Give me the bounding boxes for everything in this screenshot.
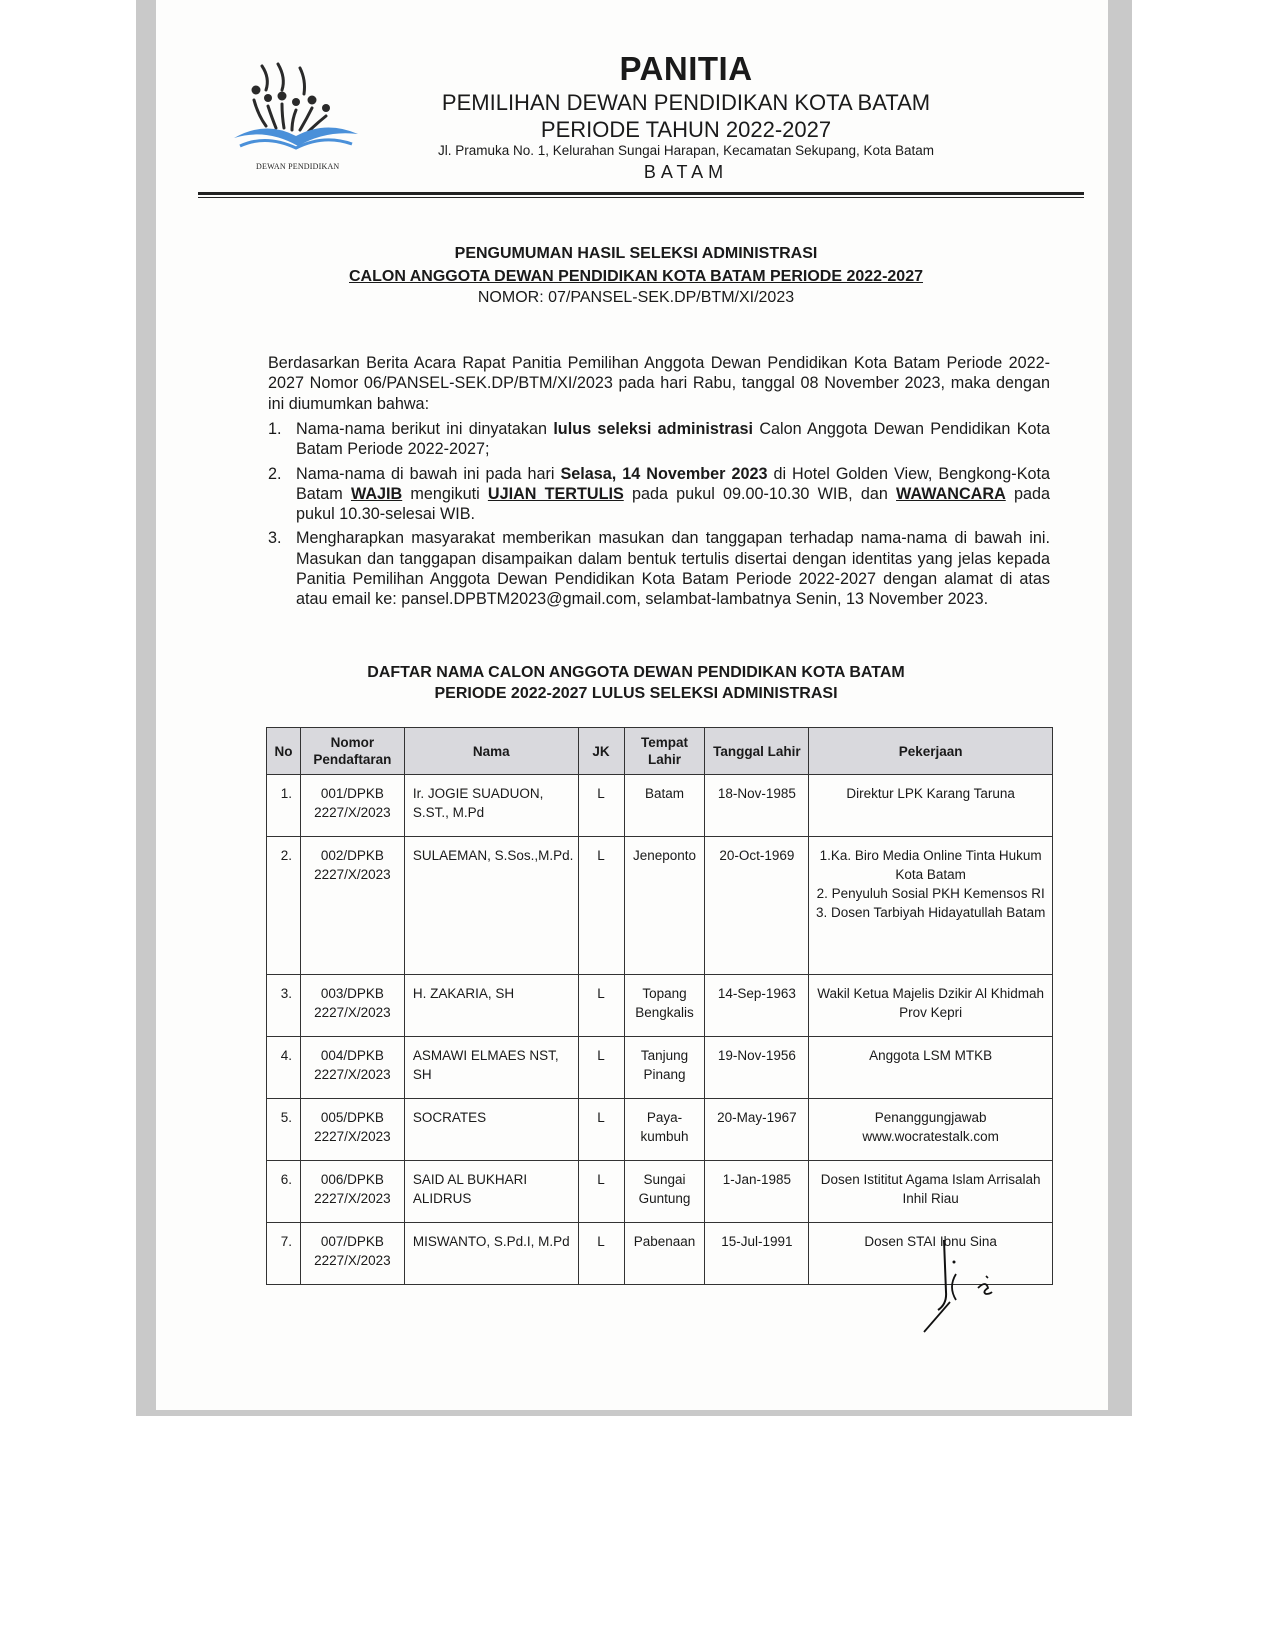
cell-gender: L [578,1037,624,1099]
table-row [267,975,1053,1037]
header-registration: Nomor Pendaftaran [300,728,404,775]
header-period: PERIODE TAHUN 2022-2027 [540,117,832,142]
text-segment: Calon Anggota Dewan Pendidikan Kota Batam Periode 2022-2027; [296,420,1051,459]
cell-registration [300,1223,404,1285]
cell-birthplace: Jeneponto [624,837,705,975]
cell-birthplace: Topang Bengkalis [624,975,705,1037]
cell-registration [300,775,404,837]
header-subtitle: PEMILIHAN DEWAN PENDIDIKAN KOTA BATAM [441,90,931,115]
occupation-line: 2. Penyuluh Sosial PKH Kemensos RI [816,886,1045,901]
text-segment: mengikuti [402,484,488,503]
reg-line: 2227/X/2023 [314,1191,391,1206]
list-number: 3. [268,529,282,548]
cell-no: 2. [267,837,301,975]
reg-line: 2227/X/2023 [314,1129,391,1144]
cell-gender: L [578,1099,624,1161]
cell-birthplace: Sungai Guntung [624,1161,705,1223]
cell-gender: L [578,1223,624,1285]
header-birthplace: Tempat Lahir [624,728,705,775]
cell-no: 6. [267,1161,301,1223]
cell-birthdate: 20-Oct-1969 [705,837,809,975]
candidate-table [266,727,1053,1285]
cell-no: 5. [267,1099,301,1161]
cell-gender: L [578,1161,624,1223]
cell-occupation: Dosen Istititut Agama Islam Arrisalah Inhil Riau [809,1161,1053,1223]
list-number: 1. [268,420,282,438]
header-address: Jl. Pramuka No. 1, Kelurahan Sungai Harapan, Kecamatan Sekupang, Kota Batam [437,143,935,158]
table-row [267,775,1053,837]
cell-registration [300,1161,404,1223]
text-bold-underline: WAWANCARA [896,484,1006,503]
reg-line: 007/DPKB [320,1234,384,1249]
table-row [267,837,1053,975]
cell-gender: L [578,975,624,1037]
cell-name: SULAEMAN, S.Sos.,M.Pd. [404,837,578,975]
occupation-line: 1.Ka. Biro Media Online Tinta Hukum Kota Batam [819,848,1042,882]
cell-birthdate: 18-Nov-1985 [705,775,809,837]
cell-occupation: Anggota LSM MTKB [809,1037,1053,1099]
list-text: Mengharapkan masyarakat memberikan masukan dan tanggapan terhadap nama-nama di bawah ini. Masukan dan tanggapan disampaikan dalam bentuk tertulis disertai dengan identitas yang jelas kepada Panitia Pemilihan Anggota Dewan Pendidikan Kota Batam Periode 2022-2027 dengan alamat di atas atau email ke: pansel.DPBTM2023@gmail.com, selambat-lambatnya Senin, 13 November 2023. [296,529,1050,609]
cell-occupation: Penanggungjawab www.wocratestalk.com [809,1099,1053,1161]
header-gender: JK [578,728,624,775]
cell-birthdate: 14-Sep-1963 [705,975,809,1037]
reg-line: 006/DPKB [320,1172,384,1187]
list-title-line2: PERIODE 2022-2027 LULUS SELEKSI ADMINISTRASI [434,685,838,702]
cell-occupation: Wakil Ketua Majelis Dzikir Al Khidmah Prov Kepri [809,975,1053,1037]
list-item [268,528,1050,609]
announcement-list [268,419,1050,614]
cell-name: H. ZAKARIA, SH [404,975,578,1037]
header-rule-thick [198,192,1084,195]
signature-initials [916,1232,1006,1342]
header-no: No [267,728,301,775]
reg-line: 003/DPKB [320,986,384,1001]
cell-birthplace: Batam [624,775,705,837]
text-bold: lulus seleksi administrasi [553,420,754,438]
cell-registration [300,1037,404,1099]
cell-birthdate: 19-Nov-1956 [705,1037,809,1099]
announcement-title: PENGUMUMAN HASIL SELEKSI ADMINISTRASI [454,245,818,262]
list-item [268,419,1050,460]
occupation-line: 3. Dosen Tarbiyah Hidayatullah Batam [815,905,1046,920]
cell-name: SOCRATES [404,1099,578,1161]
cell-name: SAID AL BUKHARI ALIDRUS [404,1161,578,1223]
document-page [156,0,1108,1410]
cell-registration [300,1099,404,1161]
header-title: PANITIA [619,50,753,87]
header-rule-thin [198,197,1084,198]
reg-line: 2227/X/2023 [314,805,391,820]
announcement-number: NOMOR: 07/PANSEL-SEK.DP/BTM/XI/2023 [477,289,795,306]
cell-birthdate: 20-May-1967 [705,1099,809,1161]
table-row [267,1099,1053,1161]
cell-name: ASMAWI ELMAES NST, SH [404,1037,578,1099]
reg-line: 001/DPKB [320,786,384,801]
reg-line: 002/DPKB [320,848,384,863]
cell-occupation [809,837,1053,975]
cell-name: MISWANTO, S.Pd.I, M.Pd [404,1223,578,1285]
cell-occupation: Dosen STAI Ibnu Sina [809,1223,1053,1285]
text-segment: di Hotel Golden View, Bengkong-Kota Batam [296,464,1050,503]
cell-name: Ir. JOGIE SUADUON, S.ST., M.Pd [404,775,578,837]
list-number: 2. [268,464,282,483]
text-segment: Nama-nama di bawah ini pada hari [296,464,561,483]
text-bold-underline: WAJIB [350,484,403,503]
scan-background [136,0,1132,1416]
text-bold-underline: UJIAN TERTULIS [487,484,624,503]
cell-no: 4. [267,1037,301,1099]
text-segment: pada pukul 10.30-selesai WIB. [296,484,1050,524]
cell-occupation: Direktur LPK Karang Taruna [809,775,1053,837]
logo-caption: DEWAN PENDIDIKAN [256,162,340,171]
cell-no: 1. [267,775,301,837]
cell-no: 7. [267,1223,301,1285]
intro-paragraph: Berdasarkan Berita Acara Rapat Panitia Pemilihan Anggota Dewan Pendidikan Kota Batam Periode 2022-2027 Nomor 06/PANSEL-SEK.DP/BTM/XI/2023 pada hari Rabu, tanggal 08 November 2023, maka dengan ini diumumkan bahwa: [268,354,1050,413]
header-city: BATAM [643,162,729,182]
cell-registration [300,837,404,975]
table-row [267,1037,1053,1099]
cell-birthplace: Paya-kumbuh [624,1099,705,1161]
reg-line: 2227/X/2023 [314,1253,391,1268]
table-header-row [267,728,1053,775]
text-segment: pada pukul 09.00-10.30 WIB, dan [623,484,897,503]
cell-birthdate: 15-Jul-1991 [705,1223,809,1285]
reg-line: 004/DPKB [320,1048,384,1063]
list-title [246,662,1026,704]
cell-gender: L [578,775,624,837]
header-name: Nama [404,728,578,775]
header-birthdate: Tanggal Lahir [705,728,809,775]
cell-birthplace: Pabenaan [624,1223,705,1285]
cell-registration [300,975,404,1037]
list-text [296,419,1050,460]
announcement-subtitle: CALON ANGGOTA DEWAN PENDIDIKAN KOTA BATAM PERIODE 2022-2027 [349,268,923,285]
text-bold: Selasa, 14 November 2023 [560,464,768,483]
list-title-line1: DAFTAR NAMA CALON ANGGOTA DEWAN PENDIDIKAN KOTA BATAM [367,664,905,681]
cell-gender: L [578,837,624,975]
table-row [267,1161,1053,1223]
reg-line: 2227/X/2023 [314,1005,391,1020]
reg-line: 2227/X/2023 [314,867,391,882]
cell-birthplace: Tanjung Pinang [624,1037,705,1099]
cell-birthdate: 1-Jan-1985 [705,1161,809,1223]
list-item [268,464,1050,525]
cell-no: 3. [267,975,301,1037]
reg-line: 2227/X/2023 [314,1067,391,1082]
header-occupation: Pekerjaan [809,728,1053,775]
text-segment: Nama-nama berikut ini dinyatakan [296,420,554,438]
reg-line: 005/DPKB [320,1110,384,1125]
list-text [296,464,1050,525]
